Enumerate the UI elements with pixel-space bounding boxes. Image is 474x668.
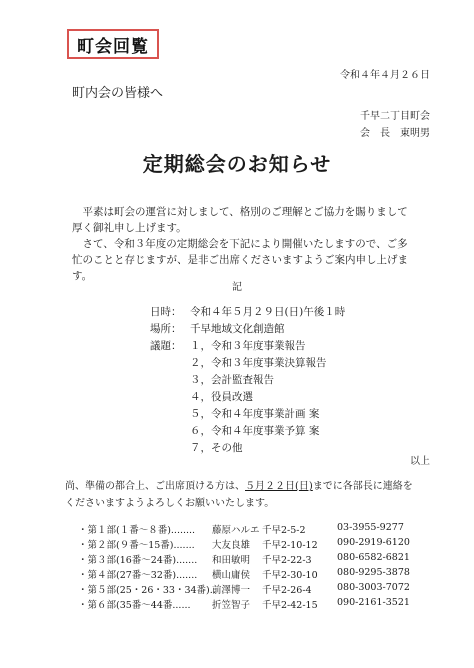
contact-phone: 080-3003-7072: [337, 582, 410, 593]
contact-phone: 03-3955-9277: [337, 522, 404, 533]
issue-date: 令和４年４月２６日: [340, 70, 430, 81]
place-label: 場所：: [150, 323, 182, 335]
contact-address: 千早2-26-4: [262, 585, 312, 596]
contact-dept: ・第１部(１番～８番)........: [78, 525, 196, 536]
page-title: 定期総会のお知らせ: [142, 152, 332, 176]
contact-address: 千早2-22-3: [262, 555, 312, 566]
contact-name: 折笠智子: [212, 600, 251, 611]
agenda-item: ４，役員改選: [190, 391, 253, 403]
contact-dept: ・第３部(16番～24番).......: [78, 555, 198, 566]
contact-phone: 090-2919-6120: [337, 537, 410, 548]
contact-address: 千早2-10-12: [262, 540, 318, 551]
contact-phone: 090-2161-3521: [337, 597, 410, 608]
agenda-label: 議題：: [150, 340, 182, 352]
contact-name: 藤原ハルエ: [212, 525, 260, 536]
sender-chair: 会 長 東明男: [360, 128, 430, 139]
contact-name: 大友良雄: [212, 540, 251, 551]
datetime-value: 令和４年５月２９日(日)午後１時: [190, 306, 346, 318]
contact-address: 千早2-30-10: [262, 570, 318, 581]
agenda-item: ５，令和４年度事業計画 案: [190, 408, 320, 420]
contact-name: 前澤博一: [212, 585, 251, 596]
agenda-item: ３，会計監査報告: [190, 374, 274, 386]
contact-address: 千早2-42-15: [262, 600, 318, 611]
addressee: 町内会の皆様へ: [72, 86, 164, 101]
contact-dept: ・第２部(９番～15番).......: [78, 540, 195, 551]
kairan-stamp: 町会回覧: [67, 29, 159, 59]
agenda-item: ２，令和３年度事業決算報告: [190, 357, 327, 369]
ki-heading: 記: [232, 282, 242, 293]
greeting-paragraph: 平素は町会の運営に対しまして、格別のご理解とご協力を賜りまして厚く御礼申し上げます。: [72, 206, 408, 234]
contact-dept: ・第４部(27番～32番).......: [78, 570, 198, 581]
contact-address: 千早2-5-2: [262, 525, 306, 536]
place-value: 千早地域文化創造館: [190, 323, 285, 335]
contact-phone: 080-9295-3878: [337, 567, 410, 578]
sender-org: 千早二丁目町会: [360, 111, 430, 122]
datetime-label: 日時：: [150, 306, 182, 318]
closing-ijou: 以上: [410, 456, 430, 467]
invitation-paragraph: さて、令和３年度の定期総会を下記により開催いたしますので、ご多忙のことと存じますが、是非ご出席くださいますようご案内申し上げます。: [72, 238, 408, 282]
agenda-item: ７，その他: [190, 442, 243, 454]
contact-dept: ・第５部(25・26・33・34番)..: [78, 585, 216, 596]
agenda-item: ６，令和４年度事業予算 案: [190, 425, 320, 437]
agenda-item: １，令和３年度事業報告: [190, 340, 306, 352]
contact-phone: 080-6582-6821: [337, 552, 410, 563]
contact-name: 横山庸侯: [212, 570, 251, 581]
rsvp-deadline: ５月２２日(日): [245, 481, 313, 492]
contact-name: 和田敏明: [212, 555, 251, 566]
contact-dept: ・第６部(35番～44番......: [78, 600, 191, 611]
rsvp-note: 尚、準備の都合上、ご出席頂ける方は、５月２２日(日)までに各部長に連絡をくださいますようよろしくお願いいたします。: [65, 481, 413, 509]
